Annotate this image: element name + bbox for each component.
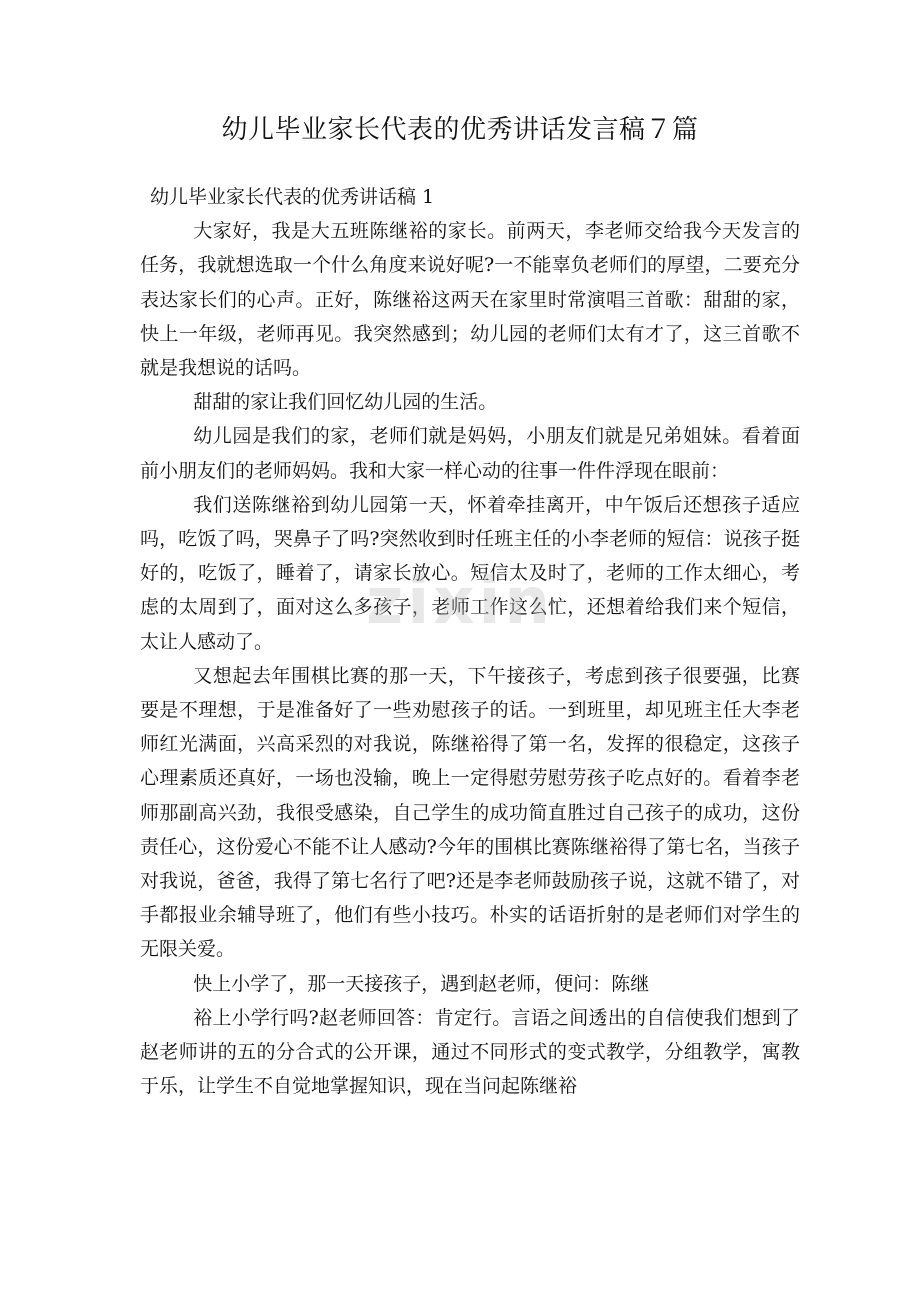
document-title: 幼儿毕业家长代表的优秀讲话发言稿７篇	[221, 115, 699, 145]
paragraph: 又想起去年围棋比赛的那一天，下午接孩子，考虑到孩子很要强，比赛要是不理想，于是准备好了一些劝慰孩子的话。一到班里，却见班主任大李老师红光满面，兴高采烈的对我说，陈继裕得了第一名，发挥的很稳定，这孩子心理素质还真好，一场也没输，晚上一定得慰劳慰劳孩子吃点好的。看着李老师那副高兴劲，我很受感染，自己学生的成功简直胜过自己孩子的成功，这份责任心，这份爱心不能不让人感动?今年的围棋比赛陈继裕得了第七名，当孩子对我说，爸爸，我得了第七名行了吧?还是李老师鼓励孩子说，这就不错了，对手都报业余辅导班了，他们有些小技巧。朴实的话语折射的是老师们对学生的无限关爱。	[140, 664, 800, 961]
watermark: zixin	[366, 565, 554, 639]
paragraph: 裕上小学行吗?赵老师回答：肯定行。言语之间透出的自信使我们想到了赵老师讲的五的分合式的公开课，通过不同形式的变式教学，分组教学，寓教于乐，让学生不自觉地掌握知识，现在当问起陈继裕	[140, 1006, 800, 1098]
paragraph: 大家好，我是大五班陈继裕的家长。前两天，李老师交给我今天发言的任务，我就想选取一个什么角度来说好呢?一不能辜负老师们的厚望，二要充分表达家长们的心声。正好，陈继裕这两天在家里时常演唱三首歌：甜甜的家，快上一年级，老师再见。我突然感到；幼儿园的老师们太有才了，这三首歌不就是我想说的话吗。	[140, 220, 800, 380]
document-body	[140, 180, 800, 1103]
paragraph: 幼儿园是我们的家，老师们就是妈妈，小朋友们就是兄弟姐妹。看着面前小朋友们的老师妈妈。我和大家一样心动的往事一件件浮现在眼前：	[140, 425, 800, 482]
paragraph: 我们送陈继裕到幼儿园第一天，怀着牵挂离开，中午饭后还想孩子适应吗，吃饭了吗，哭鼻子了吗?突然收到时任班主任的小李老师的短信：说孩子挺好的，吃饭了，睡着了，请家长放心。短信太及时了，老师的工作太细心，考虑的太周到了，面对这么多孩子，老师工作这么忙，还想着给我们来个短信，太让人感动了。	[140, 493, 800, 653]
paragraph: 甜甜的家让我们回忆幼儿园的生活。	[193, 391, 498, 414]
paragraph: 快上小学了，那一天接孩子，遇到赵老师，便问：陈继	[193, 972, 650, 995]
section-subheading: 幼儿毕业家长代表的优秀讲话稿 1	[150, 186, 435, 208]
